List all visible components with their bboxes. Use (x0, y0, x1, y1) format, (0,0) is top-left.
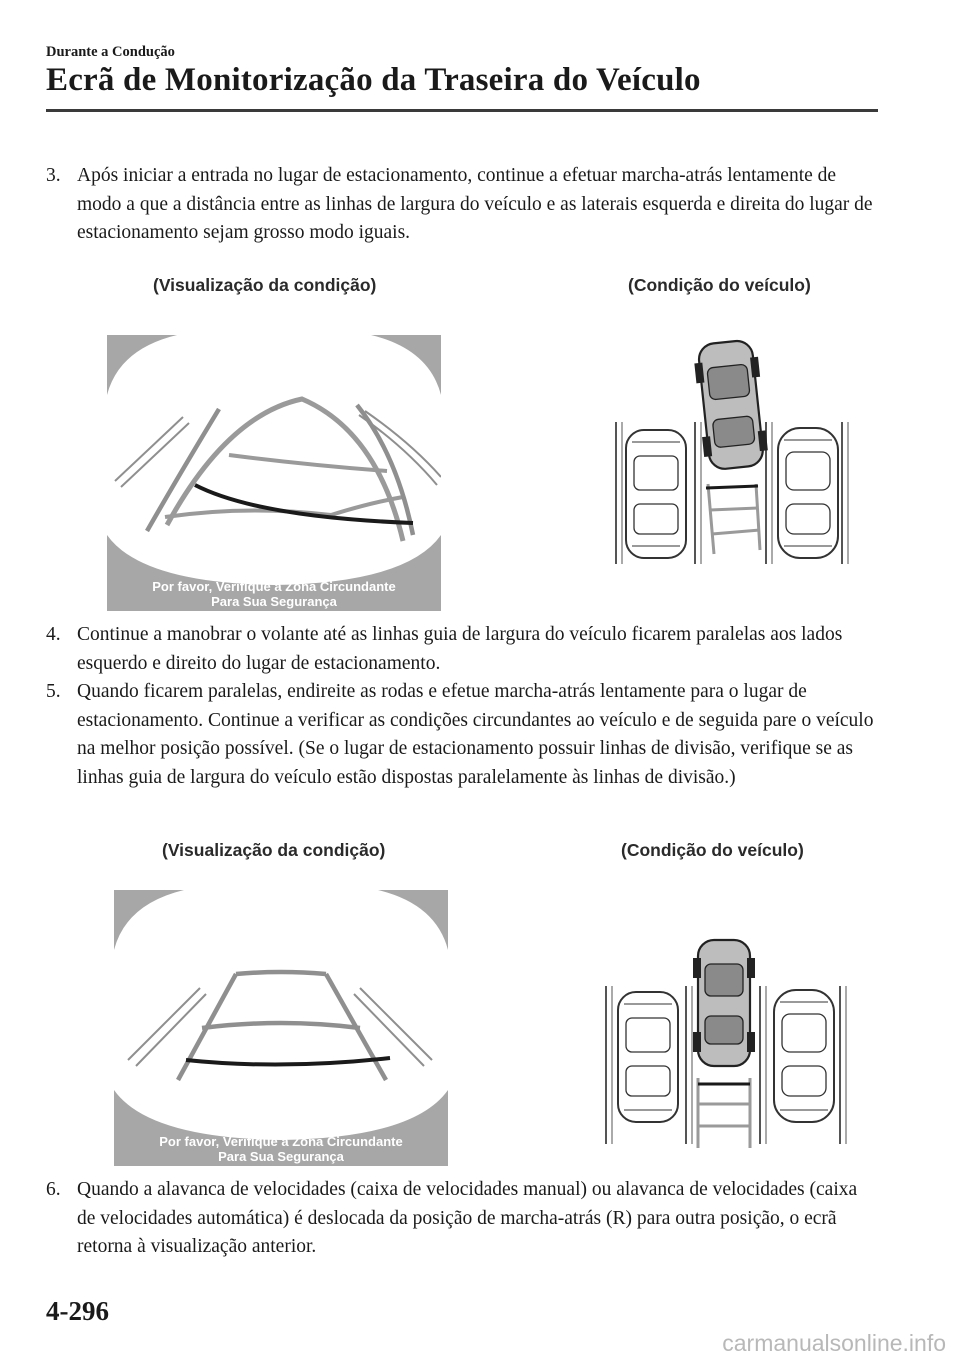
figure-2-vehicle-condition (600, 938, 860, 1150)
camera-viewport (114, 890, 448, 1140)
step-text: Continue a manobrar o volante até as linhas guia de largura do veículo ficarem paralelas aos lados esquerdo e direito do lugar de estacionamento. (77, 624, 843, 674)
step-number: 3. (46, 165, 61, 186)
step-text: Quando a alavanca de velocidades (caixa de velocidades manual) ou alavanca de velocidades (caixa de velocidades automática) é deslocada da posição de marcha-atrás (R) para outra posição, o ecrã retorna à visualização anterior. (77, 1179, 858, 1257)
step-text: Quando ficarem paralelas, endireite as rodas e efetue marcha-atrás lentamente para o lugar de estacionamento. Continue a verificar as condições circundantes ao veículo e de seguida pare o veículo na melhor posição possível. (Se o lugar de estacionamento possuir linhas de divisão, verifique se as linhas guia de largura do veículo estão dispostas paralelamente às linhas de divisão.) (77, 681, 874, 788)
figure-1-left-label: (Visualização da condição) (153, 275, 377, 295)
figure-1-vehicle-condition (600, 338, 860, 570)
parked-car-left (626, 430, 686, 558)
step-number: 6. (46, 1179, 61, 1200)
step-3 (46, 162, 876, 248)
figure-1-camera-view (107, 335, 441, 611)
parked-car-right (774, 990, 834, 1122)
figure-2-left-label: (Visualização da condição) (162, 840, 386, 860)
parked-car-left (618, 992, 678, 1122)
vehicle-width-guide-right (756, 484, 760, 550)
figure-1-right-label: (Condição do veículo) (628, 275, 811, 295)
figure-2-camera-view (114, 890, 448, 1166)
page-number: 4-296 (46, 1296, 109, 1326)
step-4 (46, 621, 876, 678)
camera-warning-line-2: Para Sua Segurança (211, 594, 337, 609)
reversing-car (692, 339, 769, 471)
step-number: 4. (46, 624, 61, 645)
page-title: Ecrã de Monitorização da Traseira do Veículo (46, 62, 701, 98)
camera-warning-line-1: Por favor, Verifique a Zona Circundante (159, 1134, 403, 1149)
step-number: 5. (46, 681, 61, 702)
vehicle-width-guide-far (236, 972, 326, 974)
title-divider (46, 109, 878, 112)
camera-warning-line-1: Por favor, Verifique a Zona Circundante (152, 579, 396, 594)
vehicle-width-guide-left (708, 484, 714, 554)
step-5 (46, 678, 876, 792)
parked-car-right (778, 428, 838, 558)
distance-guide-line (706, 486, 758, 488)
section-label: Durante a Condução (46, 44, 175, 60)
step-text: Após iniciar a entrada no lugar de estacionamento, continue a efetuar marcha-atrás lentamente de modo a que a distância entre as linhas de largura do veículo e as laterais esquerda e direita do lugar de estacionamento sejam grosso modo iguais. (77, 165, 873, 243)
site-watermark: carmanualsonline.info (722, 1330, 946, 1356)
step-6 (46, 1176, 876, 1262)
figure-2-right-label: (Condição do veículo) (621, 840, 804, 860)
camera-warning-line-2: Para Sua Segurança (218, 1149, 344, 1164)
reversing-car (693, 940, 755, 1066)
